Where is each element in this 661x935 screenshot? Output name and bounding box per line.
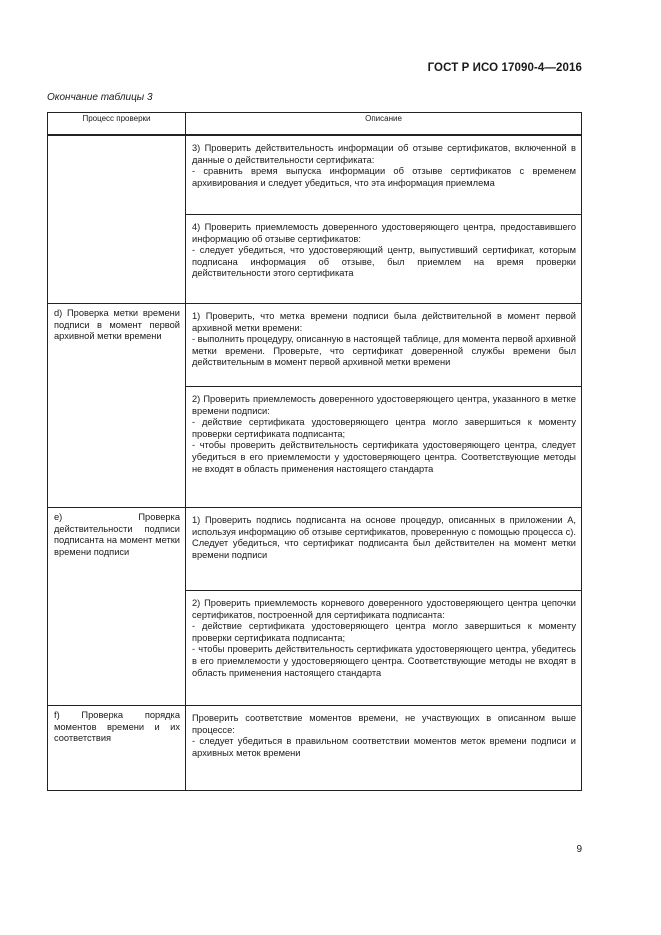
description-line: - чтобы проверить действительность сертификата удостоверяющего центра, убедитесь в его приемлемости у удостоверяющего центра. Соответствующие методы не входят в область применения настоящего стандарта xyxy=(192,644,576,678)
description-line: 1) Проверить подпись подписанта на основе процедур, описанных в приложении А, используя информацию об отзыве сертификатов, проверенную с помощью процесса с). Следует убедиться, что сертификат подписанта был действителен на момент метки времени подписи xyxy=(192,515,576,560)
description-line: 2) Проверить приемлемость корневого доверенного удостоверяющего центра цепочки сертификатов, построенной для сертификата подписанта: xyxy=(192,598,576,620)
description-line: - следует убедиться, что удостоверяющий центр, выпустивший сертификат, которым подписана информация об отзыве, был приемлем на время проверки действительности этого сертификата xyxy=(192,245,576,279)
process-cell: d) Проверка метки времени подписи в момент первой архивной метки времени xyxy=(48,304,186,508)
document-header: ГОСТ Р ИСО 17090-4—2016 xyxy=(427,62,582,74)
table-row xyxy=(48,706,582,791)
description-line: 2) Проверить приемлемость доверенного удостоверяющего центра, указанного в метке времени подписи: xyxy=(192,394,576,416)
description-line: 3) Проверить действительность информации об отзыве сертификатов, включенной в данные о действительности сертификата: xyxy=(192,143,576,165)
description-line: Проверить соответствие моментов времени, не участвующих в описанном выше процессе: xyxy=(192,713,576,735)
description-cell xyxy=(186,387,582,508)
description-line: - выполнить процедуру, описанную в настоящей таблице, для момента первой архивной метки времени. Проверьте, что сертификат доверенной службы времени был действительным в момент первой архивной метки времени xyxy=(192,334,576,368)
table-caption: Окончание таблицы 3 xyxy=(47,92,153,103)
description-cell xyxy=(186,706,582,791)
table-row xyxy=(48,304,582,387)
verification-table xyxy=(47,112,582,791)
description-cell xyxy=(186,135,582,215)
description-line: - действие сертификата удостоверяющего центра могло завершиться к моменту проверки сертификата подписанта; xyxy=(192,417,576,439)
process-cell xyxy=(48,135,186,304)
description-cell xyxy=(186,508,582,591)
description-cell xyxy=(186,215,582,304)
table-row xyxy=(48,508,582,591)
description-line: - следует убедиться в правильном соответствии моментов меток времени подписи и архивных меток времени xyxy=(192,736,576,758)
process-cell: f) Проверка порядка моментов времени и их соответствия xyxy=(48,706,186,791)
page-number: 9 xyxy=(576,844,582,855)
description-line: 4) Проверить приемлемость доверенного удостоверяющего центра, предоставившего информацию об отзыве сертификатов: xyxy=(192,222,576,244)
table-row xyxy=(48,135,582,215)
column-header-description: Описание xyxy=(186,113,582,136)
description-line: 1) Проверить, что метка времени подписи была действительной в момент первой архивной метки времени: xyxy=(192,311,576,333)
description-line: - сравнить время выпуска информации об отзыве сертификатов с временем архивирования и следует убедиться, что эта информация приемлема xyxy=(192,166,576,188)
description-line: - чтобы проверить действительность сертификата удостоверяющего центра, следует убедиться в его приемлемости у удостоверяющего центра. Соответствующие методы не входят в область применения настоящего стандарта xyxy=(192,440,576,474)
description-cell xyxy=(186,304,582,387)
column-header-process: Процесс проверки xyxy=(48,113,186,136)
description-cell xyxy=(186,591,582,706)
process-cell: e) Проверка действительности подписи подписанта на момент метки времени подписи xyxy=(48,508,186,706)
description-line: - действие сертификата удостоверяющего центра могло завершиться к моменту проверки сертификата подписанта; xyxy=(192,621,576,643)
